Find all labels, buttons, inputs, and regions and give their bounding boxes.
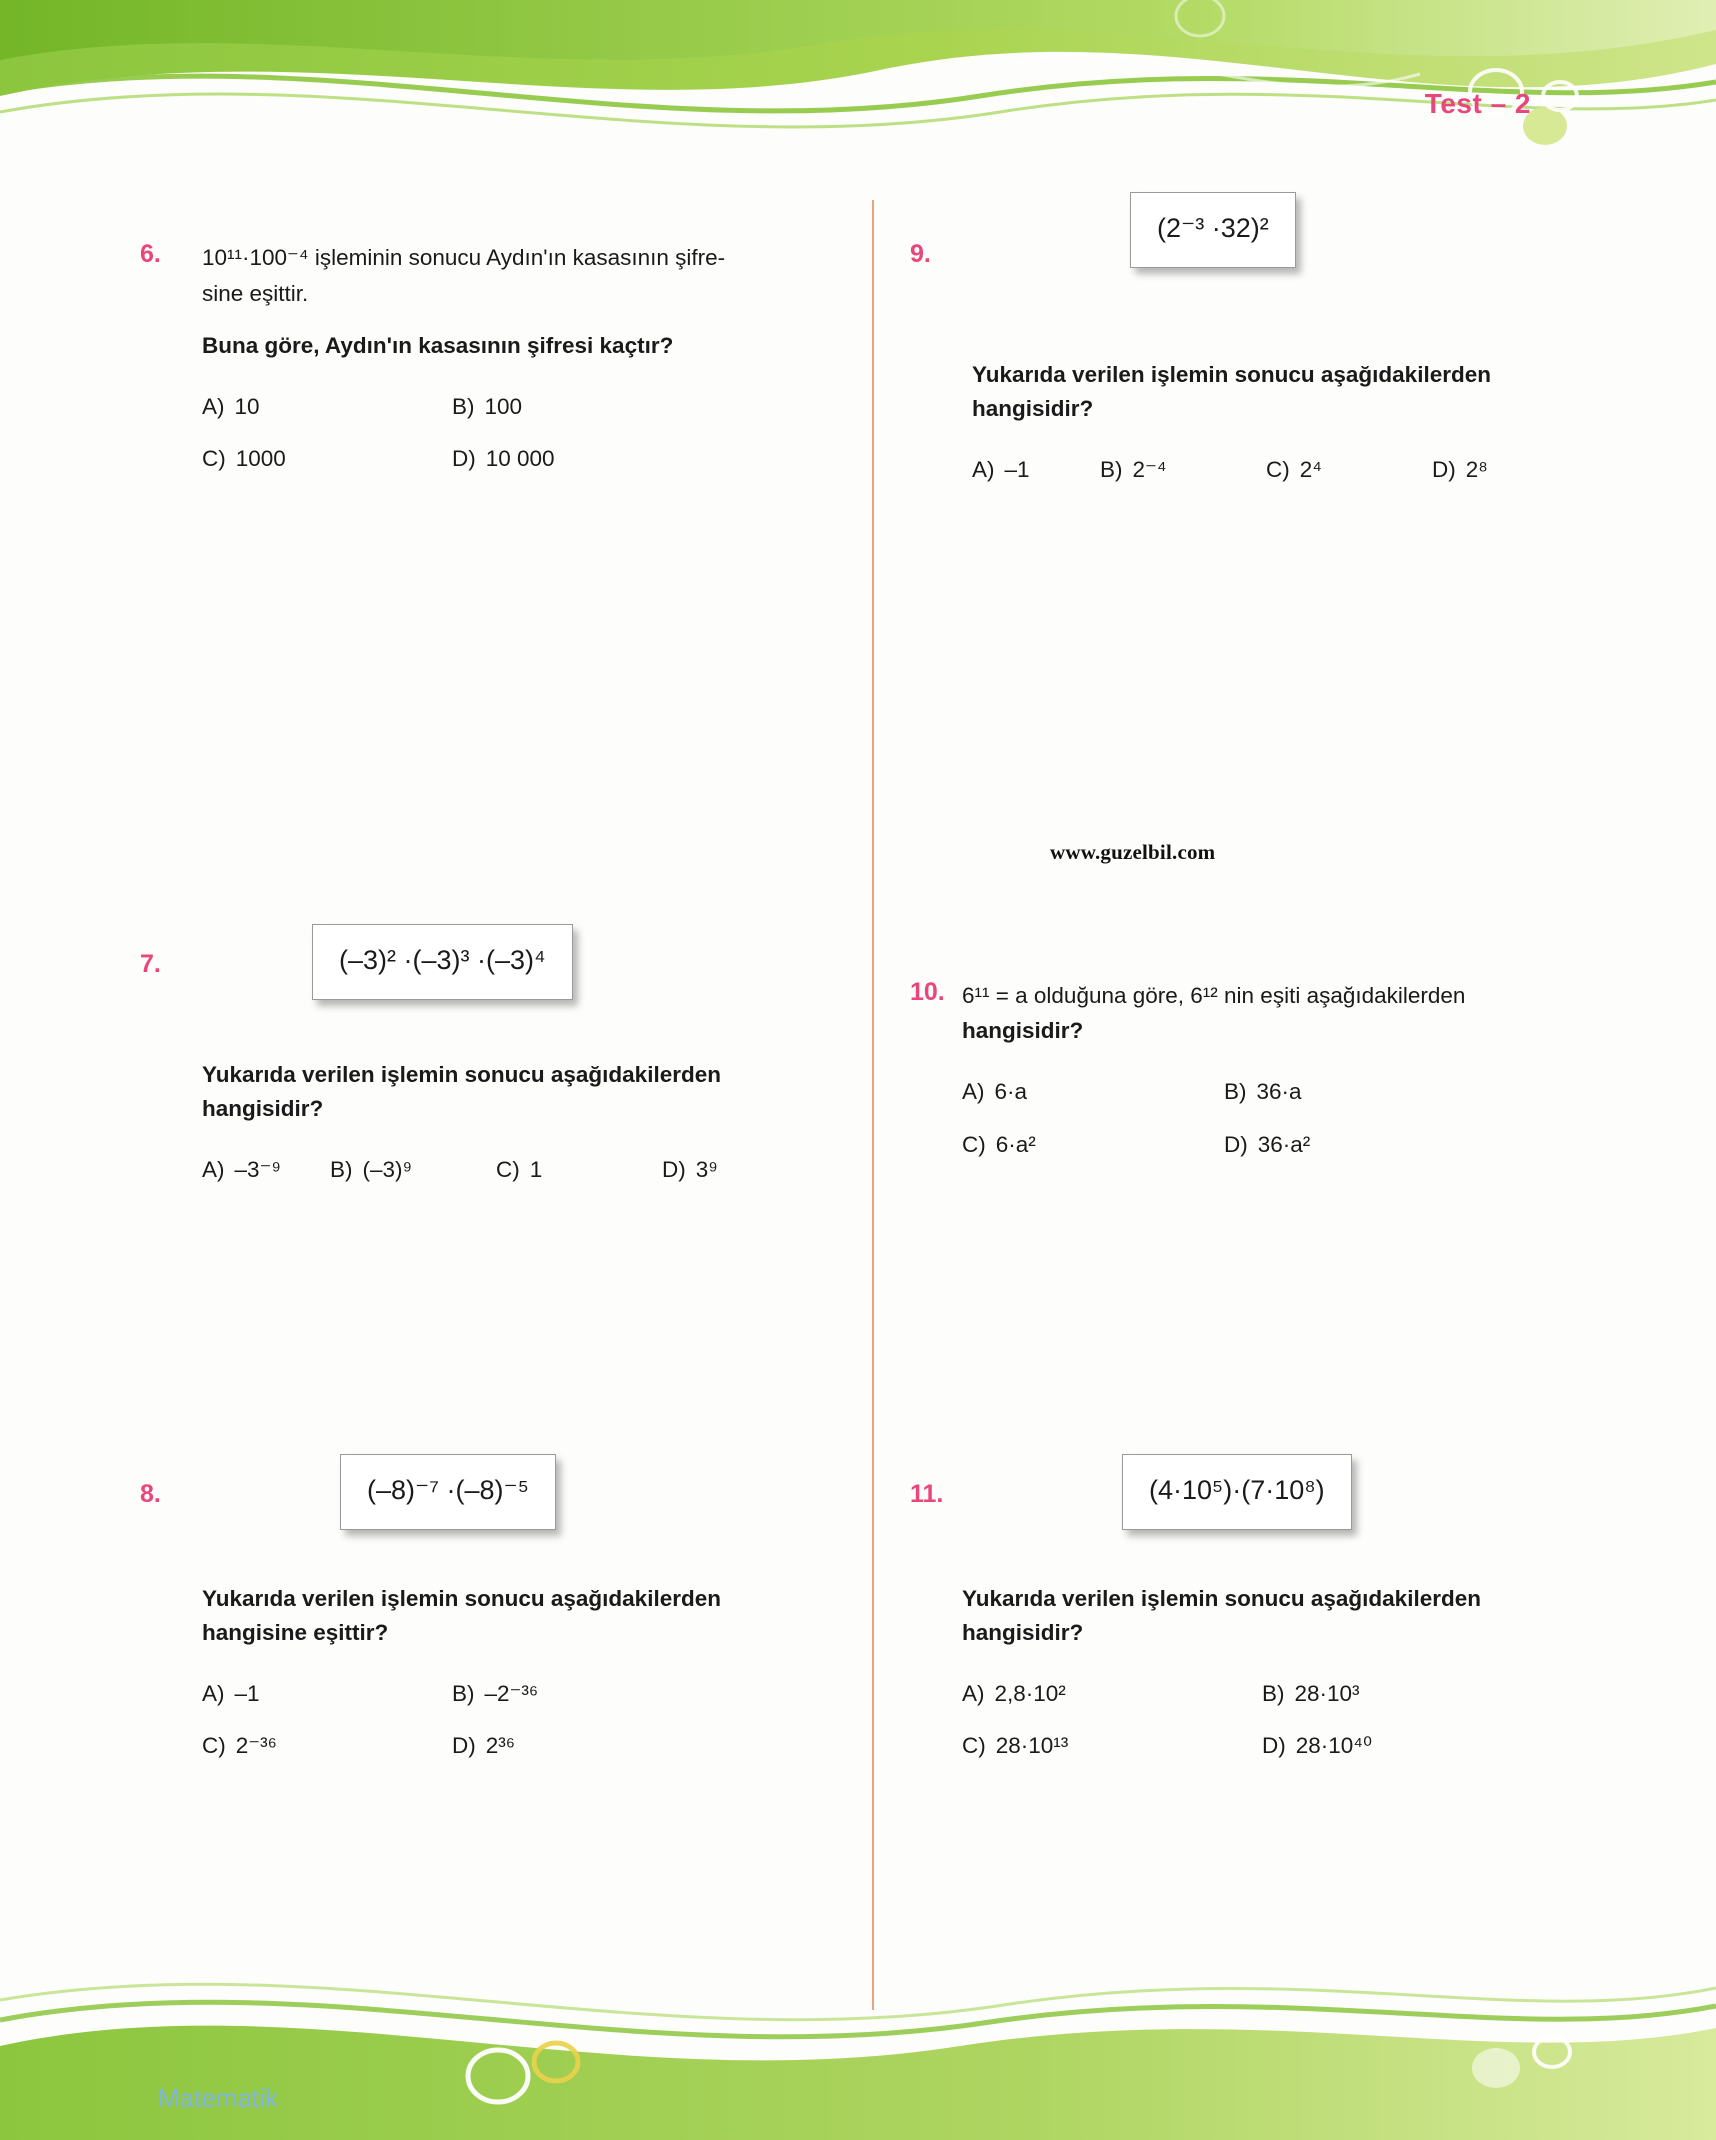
option-c-label: C) bbox=[1266, 456, 1290, 482]
option-b[interactable] bbox=[1100, 452, 1266, 488]
question-7-expression-card bbox=[312, 924, 573, 1000]
option-c-value: 1000 bbox=[235, 446, 286, 472]
option-c-value: 2⁴ bbox=[1299, 456, 1322, 482]
question-11-options bbox=[962, 1676, 1650, 1765]
option-d-value: 2³⁶ bbox=[485, 1732, 516, 1758]
footer-subject: Matematik bbox=[158, 2083, 278, 2113]
option-b-value: 100 bbox=[484, 393, 523, 419]
option-d-value: 3⁹ bbox=[695, 1156, 718, 1182]
option-a-value: 6·a bbox=[994, 1079, 1028, 1105]
question-8-expression-card bbox=[340, 1454, 556, 1530]
option-d-label: D) bbox=[1262, 1732, 1286, 1758]
option-b[interactable] bbox=[452, 389, 880, 425]
option-c-value: 28·10¹³ bbox=[995, 1732, 1069, 1758]
option-a[interactable] bbox=[202, 1152, 330, 1188]
option-d-label: D) bbox=[1432, 456, 1456, 482]
option-d-label: D) bbox=[1224, 1131, 1248, 1157]
question-6-text-line2: sine eşittir. bbox=[202, 281, 309, 307]
question-7-number: 7. bbox=[140, 950, 161, 978]
question-8 bbox=[140, 1475, 880, 1764]
question-8-expression: (–8)⁻⁷ ·(–8)⁻⁵ bbox=[340, 1454, 556, 1530]
option-b-value: (–3)⁹ bbox=[362, 1156, 413, 1182]
option-d[interactable] bbox=[662, 1152, 880, 1188]
question-9-prompt-line2: hangisidir? bbox=[972, 395, 1094, 421]
option-a[interactable] bbox=[202, 1676, 452, 1712]
option-d-label: D) bbox=[452, 446, 476, 472]
question-10-options bbox=[962, 1074, 1650, 1163]
site-watermark: www.guzelbil.com bbox=[1050, 840, 1216, 864]
questions-area bbox=[0, 180, 1716, 1960]
option-a-value: 2,8·10² bbox=[994, 1680, 1066, 1706]
question-6-prompt: Buna göre, Aydın'ın kasasının şifresi kaçtır? bbox=[202, 332, 674, 358]
option-b-label: B) bbox=[1224, 1079, 1247, 1105]
option-d-label: D) bbox=[452, 1732, 476, 1758]
question-8-number: 8. bbox=[140, 1480, 161, 1508]
question-9-number: 9. bbox=[910, 240, 931, 268]
option-b-value: –2⁻³⁶ bbox=[484, 1680, 539, 1706]
option-a-value: –1 bbox=[1004, 456, 1030, 482]
option-b-value: 28·10³ bbox=[1294, 1680, 1360, 1706]
option-b[interactable] bbox=[452, 1676, 880, 1712]
question-7-options bbox=[202, 1152, 880, 1188]
left-column bbox=[140, 180, 880, 1960]
question-8-prompt-line1: Yukarıda verilen işlemin sonucu aşağıdakilerden bbox=[202, 1586, 721, 1611]
option-b-value: 36·a bbox=[1256, 1079, 1302, 1105]
question-11-expression: (4·10⁵)·(7·10⁸) bbox=[1122, 1454, 1352, 1530]
option-d[interactable] bbox=[452, 441, 880, 477]
option-a-label: A) bbox=[202, 1680, 225, 1706]
question-6 bbox=[140, 240, 880, 478]
option-c-label: C) bbox=[496, 1156, 520, 1182]
option-a-value: –3⁻⁹ bbox=[234, 1156, 282, 1182]
option-d-value: 28·10⁴⁰ bbox=[1295, 1732, 1372, 1758]
option-d-label: D) bbox=[662, 1156, 686, 1182]
question-11 bbox=[910, 1475, 1650, 1764]
question-10-text-line1: 6¹¹ = a olduğuna göre, 6¹² nin eşiti aşağıdakilerden bbox=[962, 983, 1466, 1008]
footer-decoration bbox=[0, 1950, 1716, 2140]
option-a-label: A) bbox=[202, 1156, 225, 1182]
question-11-number: 11. bbox=[910, 1480, 944, 1508]
question-7-expression: (–3)² ·(–3)³ ·(–3)⁴ bbox=[312, 924, 573, 1000]
option-b[interactable] bbox=[1224, 1074, 1650, 1110]
option-a[interactable] bbox=[202, 389, 452, 425]
question-6-text-line1: 10¹¹·100⁻⁴ işleminin sonucu Aydın'ın kasasının şifre- bbox=[202, 245, 726, 270]
option-b-label: B) bbox=[1100, 456, 1123, 482]
option-c-value: 2⁻³⁶ bbox=[235, 1732, 277, 1758]
option-d-value: 2⁸ bbox=[1465, 456, 1488, 482]
option-b-label: B) bbox=[330, 1156, 353, 1182]
option-a-value: 10 bbox=[234, 393, 260, 419]
question-11-prompt-line1: Yukarıda verilen işlemin sonucu aşağıdakilerden bbox=[962, 1586, 1481, 1611]
option-d[interactable] bbox=[452, 1728, 880, 1764]
option-a-label: A) bbox=[202, 393, 225, 419]
option-a[interactable] bbox=[972, 452, 1100, 488]
option-c-label: C) bbox=[962, 1131, 986, 1157]
option-c-value: 6·a² bbox=[995, 1131, 1036, 1157]
option-b-label: B) bbox=[1262, 1680, 1285, 1706]
question-10-number: 10. bbox=[910, 978, 945, 1006]
option-c-value: 1 bbox=[529, 1156, 543, 1182]
header-decoration bbox=[0, 0, 1716, 175]
question-9-expression: (2⁻³ ·32)² bbox=[1130, 192, 1296, 268]
question-8-prompt-line2: hangisine eşittir? bbox=[202, 1619, 389, 1645]
question-11-prompt-line2: hangisidir? bbox=[962, 1619, 1084, 1645]
question-7-prompt-line2: hangisidir? bbox=[202, 1095, 324, 1121]
option-d-value: 36·a² bbox=[1257, 1131, 1311, 1157]
option-c-label: C) bbox=[202, 446, 226, 472]
option-b-value: 2⁻⁴ bbox=[1132, 456, 1167, 482]
option-c[interactable] bbox=[1266, 452, 1432, 488]
option-d[interactable] bbox=[1262, 1728, 1650, 1764]
right-column bbox=[910, 180, 1650, 1960]
option-c[interactable] bbox=[962, 1127, 1224, 1163]
option-d[interactable] bbox=[1432, 452, 1650, 488]
option-c[interactable] bbox=[202, 441, 452, 477]
option-b[interactable] bbox=[330, 1152, 496, 1188]
question-9-expression-card bbox=[1130, 192, 1296, 268]
option-b-label: B) bbox=[452, 393, 475, 419]
question-6-number: 6. bbox=[140, 240, 161, 268]
question-10-text-line2: hangisidir? bbox=[962, 1018, 1084, 1044]
option-c[interactable] bbox=[202, 1728, 452, 1764]
question-9 bbox=[910, 213, 1650, 488]
question-8-options bbox=[202, 1676, 880, 1765]
option-d-value: 10 000 bbox=[485, 446, 555, 472]
option-a-label: A) bbox=[972, 456, 995, 482]
question-7-prompt-line1: Yukarıda verilen işlemin sonucu aşağıdakilerden bbox=[202, 1062, 721, 1087]
option-c-label: C) bbox=[202, 1732, 226, 1758]
option-d[interactable] bbox=[1224, 1127, 1650, 1163]
option-c[interactable] bbox=[496, 1152, 662, 1188]
option-a-value: –1 bbox=[234, 1680, 260, 1706]
test-label: Test – 2 bbox=[1424, 88, 1531, 119]
option-b[interactable] bbox=[1262, 1676, 1650, 1712]
question-7 bbox=[140, 945, 880, 1188]
question-9-prompt-line1: Yukarıda verilen işlemin sonucu aşağıdakilerden bbox=[972, 362, 1491, 387]
option-c[interactable] bbox=[962, 1728, 1262, 1764]
option-c-label: C) bbox=[962, 1732, 986, 1758]
option-b-label: B) bbox=[452, 1680, 475, 1706]
question-9-options bbox=[972, 452, 1650, 488]
option-a[interactable] bbox=[962, 1074, 1224, 1110]
option-a-label: A) bbox=[962, 1079, 985, 1105]
question-6-options bbox=[202, 389, 880, 478]
question-10 bbox=[910, 978, 1650, 1163]
option-a-label: A) bbox=[962, 1680, 985, 1706]
option-a[interactable] bbox=[962, 1676, 1262, 1712]
question-11-expression-card bbox=[1122, 1454, 1352, 1530]
